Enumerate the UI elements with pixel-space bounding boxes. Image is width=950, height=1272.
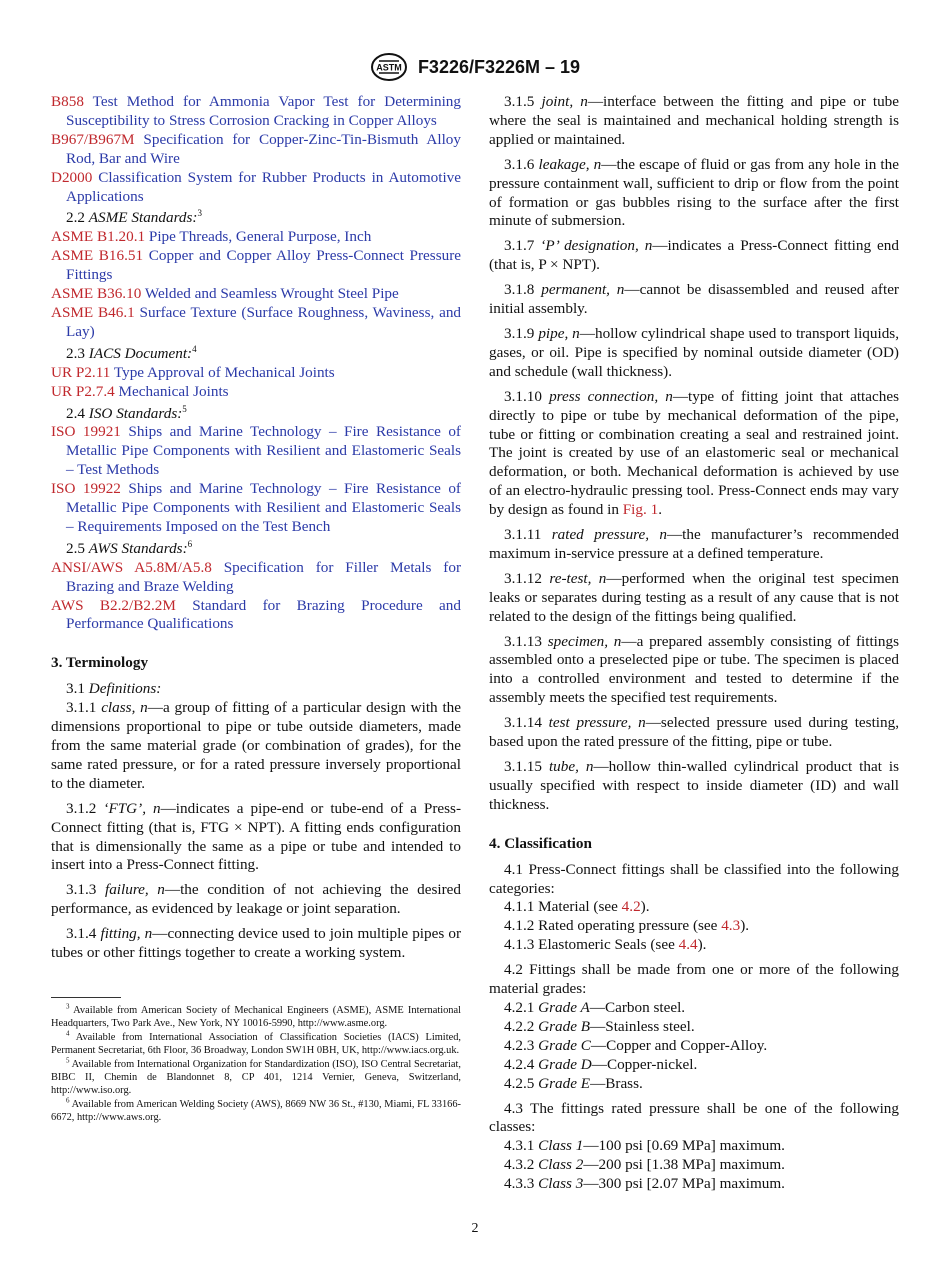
ref-code-link[interactable]: ISO 19921 (51, 423, 121, 441)
definition-paragraph: 3.1.11 rated pressure, n—the manufacturer’s recommended maximum in-service pressure at a defined temperature. (489, 526, 899, 562)
astm-logo (370, 52, 408, 82)
ref-title-link[interactable]: Test Method for Ammonia Vapor Test for Determining Susceptibility to Stress Corrosion Cracking in Copper Alloys (66, 93, 461, 129)
ref-entry (51, 423, 461, 480)
ref-title-link[interactable]: Copper and Copper Alloy Press-Connect Pressure Fittings (66, 247, 462, 284)
footnote-ref[interactable]: 3 (197, 208, 202, 219)
definition-paragraph: 3.1.5 joint, n—interface between the fitting and pipe or tube where the seal is maintained and mechanical holding strength is applied or maintained. (489, 93, 899, 148)
ref-list-aws (51, 559, 461, 635)
grade-item: 4.2.2 Grade B—Stainless steel. (504, 1017, 695, 1035)
footnotes (51, 1004, 461, 1125)
ref-title-link[interactable]: Pipe Threads, General Purpose, Inch (148, 228, 372, 246)
definition-paragraph: 3.1.6 leakage, n—the escape of fluid or gas from any hole in the pressure containment wall, sufficient to drip or flow from the point of formation or gas bubbles rising to the surface after the first minute of submersion. (489, 155, 899, 230)
ref-entry (51, 559, 461, 597)
footnote: $^4$ Available from International Association of Classification Societies (IACS) Limited, Permanent Secretariat, 6th Floor, 36 Broadway, London SW1H 0BH, UK, http://www.iacs.org.uk. (51, 1029, 461, 1057)
footnote: $^5$ Available from International Organization for Standardization (ISO), ISO Central Secretariat, BIBC II, Chemin de Blandonnet 8, CP 401, 1214 Vernier, Geneva, Switzerland, http://www.iso.org. (51, 1056, 462, 1097)
category-item: 4.1.2 Rated operating pressure (see 4.3). (504, 917, 750, 935)
grade-item: 4.2.5 Grade E—Brass. (504, 1074, 643, 1092)
ref-code-link[interactable]: UR P2.7.4 (51, 382, 115, 400)
class-item: 4.3.3 Class 3—300 psi [2.07 MPa] maximum. (504, 1175, 785, 1193)
definition-paragraph: 3.1.13 specimen, n—a prepared assembly consisting of fittings assembled onto a preselected pipe or tube. The specimen is placed into a controlled environment and tested to determine if the assembly meets the specified test requirements. (489, 632, 900, 707)
category-item: 4.1.1 Material (see 4.2). (504, 898, 650, 916)
ref-list-iso (51, 423, 461, 536)
subhead-iacs: 2.3 IACS Document:$^4$ (66, 343, 197, 362)
definition-paragraph: 3.1.3 failure, n—the condition of not achieving the desired performance, as evidenced by leakage or joint separation. (51, 881, 462, 918)
ref-code-link[interactable]: B858 (51, 93, 84, 110)
paragraph-4-2: 4.2 Fittings shall be made from one or more of the following material grades: (489, 961, 899, 998)
ref-code-link[interactable]: ASME B16.51 (51, 247, 144, 265)
definition-paragraph: 3.1.4 fitting, n—connecting device used to join multiple pipes or tubes or other fittings together to create a working system. (51, 925, 462, 962)
footnote: $^3$ Available from American Society of Mechanical Engineers (ASME), ASME International Headquarters, Two Park Ave., New York, NY 10016-5990, http://www.asme.org. (51, 1002, 461, 1030)
ref-title-link[interactable]: Standard for Brazing Procedure and Performance Qualifications (66, 596, 461, 633)
subhead-aws: 2.5 AWS Standards:$^6$ (66, 538, 193, 557)
ref-entry (51, 304, 461, 342)
ref-title-link[interactable]: Ships and Marine Technology – Fire Resistance of Metallic Pipe Components with Resilient and Elastomeric Seals – Test Methods (66, 423, 461, 479)
section-heading-terminology: 3. Terminology (51, 654, 149, 672)
ref-code-link[interactable]: ISO 19922 (51, 480, 121, 498)
ref-code-link[interactable]: D2000 (51, 168, 93, 186)
ref-title-link[interactable]: Ships and Marine Technology – Fire Resistance of Metallic Pipe Components with Resilient and Elastomeric Seals – Requirements Imposed on the Test Bench (66, 480, 461, 535)
footnote-ref[interactable]: 6 (187, 538, 193, 549)
right-column (489, 93, 899, 1194)
left-column (51, 93, 461, 1125)
ref-entry (51, 169, 461, 207)
ref-entry (51, 131, 461, 169)
ref-title-link[interactable]: Welded and Seamless Wrought Steel Pipe (144, 285, 399, 303)
definition-paragraph: 3.1.9 pipe, n—hollow cylindrical shape used to transport liquids, gases, or oil. Pipe is specified by nominal outside diameter (OD) and schedule (wall thickness). (489, 324, 900, 380)
grade-item: 4.2.3 Grade C—Copper and Copper-Alloy. (504, 1036, 768, 1054)
ref-entry (51, 597, 461, 635)
page-header (0, 52, 950, 84)
definitions-label: 3.1 Definitions: (66, 680, 162, 698)
ref-entry (51, 383, 461, 402)
subhead-asme: 2.2 ASME Standards:$^3$ (66, 208, 202, 227)
section-heading-classification: 4. Classification (489, 834, 592, 852)
subhead-iso: 2.4 ISO Standards:$^5$ (66, 403, 187, 422)
ref-title-link[interactable]: Type Approval of Mechanical Joints (113, 363, 335, 381)
ref-list-iacs (51, 364, 461, 402)
definition-paragraph: 3.1.7 ‘P’ designation, n—indicates a Press-Connect fitting end (that is, P × NPT). (489, 237, 899, 274)
document-designation: F3226/F3226M – 19 (417, 56, 581, 77)
footnote-divider (51, 997, 121, 998)
definition-paragraph: 3.1.14 test pressure, n—selected pressure used during testing, based upon the rated pressure of the fitting, pipe or tube. (489, 714, 899, 751)
footnote-ref[interactable]: 5 (182, 403, 187, 414)
class-item: 4.3.1 Class 1—100 psi [0.69 MPa] maximum. (504, 1137, 785, 1155)
ref-code-link[interactable]: ASME B46.1 (51, 303, 135, 321)
class-item: 4.3.2 Class 2—200 psi [1.38 MPa] maximum. (504, 1156, 785, 1174)
ref-title-link[interactable]: Specification for Copper-Zinc-Tin-Bismuth Alloy Rod, Bar and Wire (66, 130, 461, 167)
figure-link[interactable]: Fig. 1 (622, 501, 659, 519)
ref-entry (51, 480, 461, 537)
ref-title-link[interactable]: Surface Texture (Surface Roughness, Waviness, and Lay) (66, 303, 462, 340)
ref-code-link[interactable]: ANSI/AWS A5.8M/A5.8 (51, 558, 212, 576)
ref-list-a (51, 93, 461, 206)
ref-title-link[interactable]: Specification for Filler Metals for Brazing and Braze Welding (66, 558, 461, 595)
page-number: 2 (471, 1221, 479, 1236)
ref-code-link[interactable]: AWS B2.2/B2.2M (51, 596, 176, 614)
ref-entry (51, 285, 461, 304)
paragraph-4-1: 4.1 Press-Connect fittings shall be classified into the following categories: (489, 860, 899, 897)
ref-list-asme (51, 228, 461, 341)
category-item: 4.1.3 Elastomeric Seals (see 4.4). (504, 936, 707, 954)
paragraph-4-3: 4.3 The fittings rated pressure shall be one of the following classes: (489, 1099, 899, 1136)
ref-title-link[interactable]: Classification System for Rubber Products in Automotive Applications (66, 168, 461, 205)
ref-entry (51, 228, 461, 247)
section-link[interactable]: 4.4 (678, 936, 698, 954)
definition-paragraph: 3.1.2 ‘FTG’, n—indicates a pipe-end or tube-end of a Press-Connect fitting (that is, FTG × NPT). A fitting ends configuration that is dimensionally the same as a pipe or tube and intended to insert into a Press-Connect fitting. (51, 799, 462, 874)
footnote-ref[interactable]: 4 (192, 343, 197, 354)
definition-paragraph: 3.1.10 press connection, n—type of fitting joint that attaches directly to pipe or tube by mechanical deformation of the pipe, tube or fitting or combination creating a seal and restrained joint. The joint is created by use of an elastomeric seal or mechanical deformation, or both. Mechanical deformation is achieved by use of an electro-hydraulic pressing tool. Press-Connect ends may vary by design as found in Fig. 1. (489, 387, 900, 519)
ref-code-link[interactable]: ASME B1.20.1 (51, 228, 146, 246)
footnote: $^6$ Available from American Welding Society (AWS), 8669 NW 36 St., #130, Miami, FL 33166-6672, http://www.aws.org. (51, 1096, 461, 1124)
ref-code-link[interactable]: UR P2.11 (51, 363, 111, 381)
grade-item: 4.2.4 Grade D—Copper-nickel. (504, 1055, 698, 1073)
definition-paragraph: 3.1.15 tube, n—hollow thin-walled cylindrical product that is usually specified with respect to inside diameter (ID) and wall thickness. (489, 758, 900, 813)
ref-entry (51, 93, 461, 131)
section-link[interactable]: 4.2 (621, 898, 641, 916)
definition-paragraph: 3.1.8 permanent, n—cannot be disassembled and reused after initial assembly. (489, 281, 899, 318)
section-link[interactable]: 4.3 (721, 917, 741, 935)
grade-item: 4.2.1 Grade A—Carbon steel. (504, 998, 686, 1016)
svg-text:ASTM: ASTM (376, 62, 402, 73)
ref-code-link[interactable]: B967/B967M (51, 130, 135, 148)
ref-entry (51, 364, 461, 383)
ref-code-link[interactable]: ASME B36.10 (51, 285, 142, 303)
ref-title-link[interactable]: Mechanical Joints (118, 382, 229, 400)
definition-paragraph: 3.1.1 class, n—a group of fitting of a particular design with the dimensions proportional to pipe or tube outside diameters, made from the same material grade (or combination of grades), for the same rated pressure, or for a rated pressure inversely proportional to the diameter. (51, 699, 461, 792)
definition-paragraph: 3.1.12 re-test, n—performed when the original test specimen leaks or separates during testing as a result of any cause that is not related to the design of the fittings being qualified. (489, 569, 899, 625)
ref-entry (51, 247, 461, 285)
